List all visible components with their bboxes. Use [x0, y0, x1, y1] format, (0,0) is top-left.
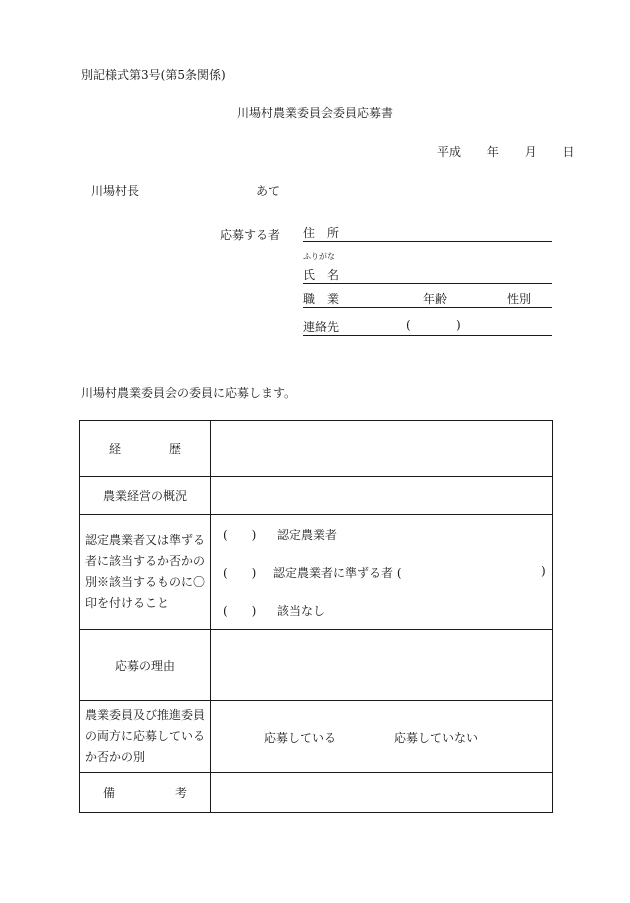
address-field[interactable] [303, 224, 552, 242]
option-equivalent[interactable] [211, 553, 552, 591]
furigana-label: ふりがな [303, 252, 335, 261]
option-label: 認定農業者 [277, 528, 338, 542]
table-row [80, 701, 553, 773]
name-label: 氏 名 [303, 268, 340, 282]
option-label: 認定農業者に準ずる者 ( [273, 566, 402, 580]
name-field[interactable] [303, 266, 552, 284]
farm-overview-cell[interactable] [211, 477, 553, 515]
option-certified[interactable] [211, 515, 552, 553]
option-applying[interactable]: 応募している [264, 731, 337, 745]
career-label-1: 経 [108, 442, 121, 456]
option-none[interactable] [211, 591, 552, 629]
document-title: 川場村農業委員会委員応募書 [236, 106, 393, 120]
gender-label: 性別 [507, 292, 532, 306]
date-month: 月 [524, 145, 537, 159]
date-year: 年 [486, 145, 499, 159]
option-label: 該当なし [277, 604, 326, 618]
date-day: 日 [562, 145, 575, 159]
remarks-cell[interactable] [211, 773, 553, 813]
addressee: 川場村長 [91, 184, 140, 198]
certified-farmer-options [211, 515, 553, 630]
date-line [437, 143, 575, 160]
addressee-suffix: あて [256, 184, 281, 198]
date-era: 平成 [437, 145, 462, 159]
table-row [80, 515, 553, 630]
address-label: 住 所 [303, 226, 340, 240]
both-application-label: 農業委員及び推進委員の両方に応募しているか否かの別 [80, 701, 211, 773]
option-paren: ( ) [223, 566, 257, 580]
option-paren: ( ) [223, 604, 257, 618]
table-row [80, 421, 553, 477]
contact-paren-close: ) [456, 318, 461, 332]
farm-overview-label: 農業経営の概況 [80, 477, 211, 515]
contact-field[interactable] [303, 318, 552, 336]
reason-label: 応募の理由 [80, 630, 211, 701]
career-cell[interactable] [211, 421, 553, 477]
remarks-label-2: 考 [175, 786, 188, 800]
contact-label: 連絡先 [303, 320, 340, 334]
table-row [80, 477, 553, 515]
reason-cell[interactable] [211, 630, 553, 701]
occupation-label: 職 業 [303, 292, 340, 306]
application-table [79, 420, 553, 813]
certified-farmer-label: 認定農業者又は準ずる者に該当するか否かの別※該当するものに〇印を付けること [80, 515, 211, 630]
both-application-options [211, 701, 553, 773]
remarks-label [80, 773, 211, 813]
career-label-2: 歴 [169, 442, 182, 456]
remarks-label-1: 備 [102, 786, 115, 800]
career-label [80, 421, 211, 477]
option-paren-close: ) [541, 564, 546, 578]
application-statement: 川場村農業委員会の委員に応募します。 [81, 386, 297, 400]
applicant-label: 応募する者 [220, 228, 281, 242]
contact-paren-open: ( [406, 318, 411, 332]
form-number: 別記様式第3号(第5条関係) [81, 68, 226, 82]
table-row [80, 630, 553, 701]
table-row [80, 773, 553, 813]
option-not-applying[interactable]: 応募していない [394, 731, 479, 745]
occupation-age-gender-field[interactable] [303, 290, 552, 308]
age-label: 年齢 [423, 292, 448, 306]
option-paren: ( ) [223, 528, 257, 542]
